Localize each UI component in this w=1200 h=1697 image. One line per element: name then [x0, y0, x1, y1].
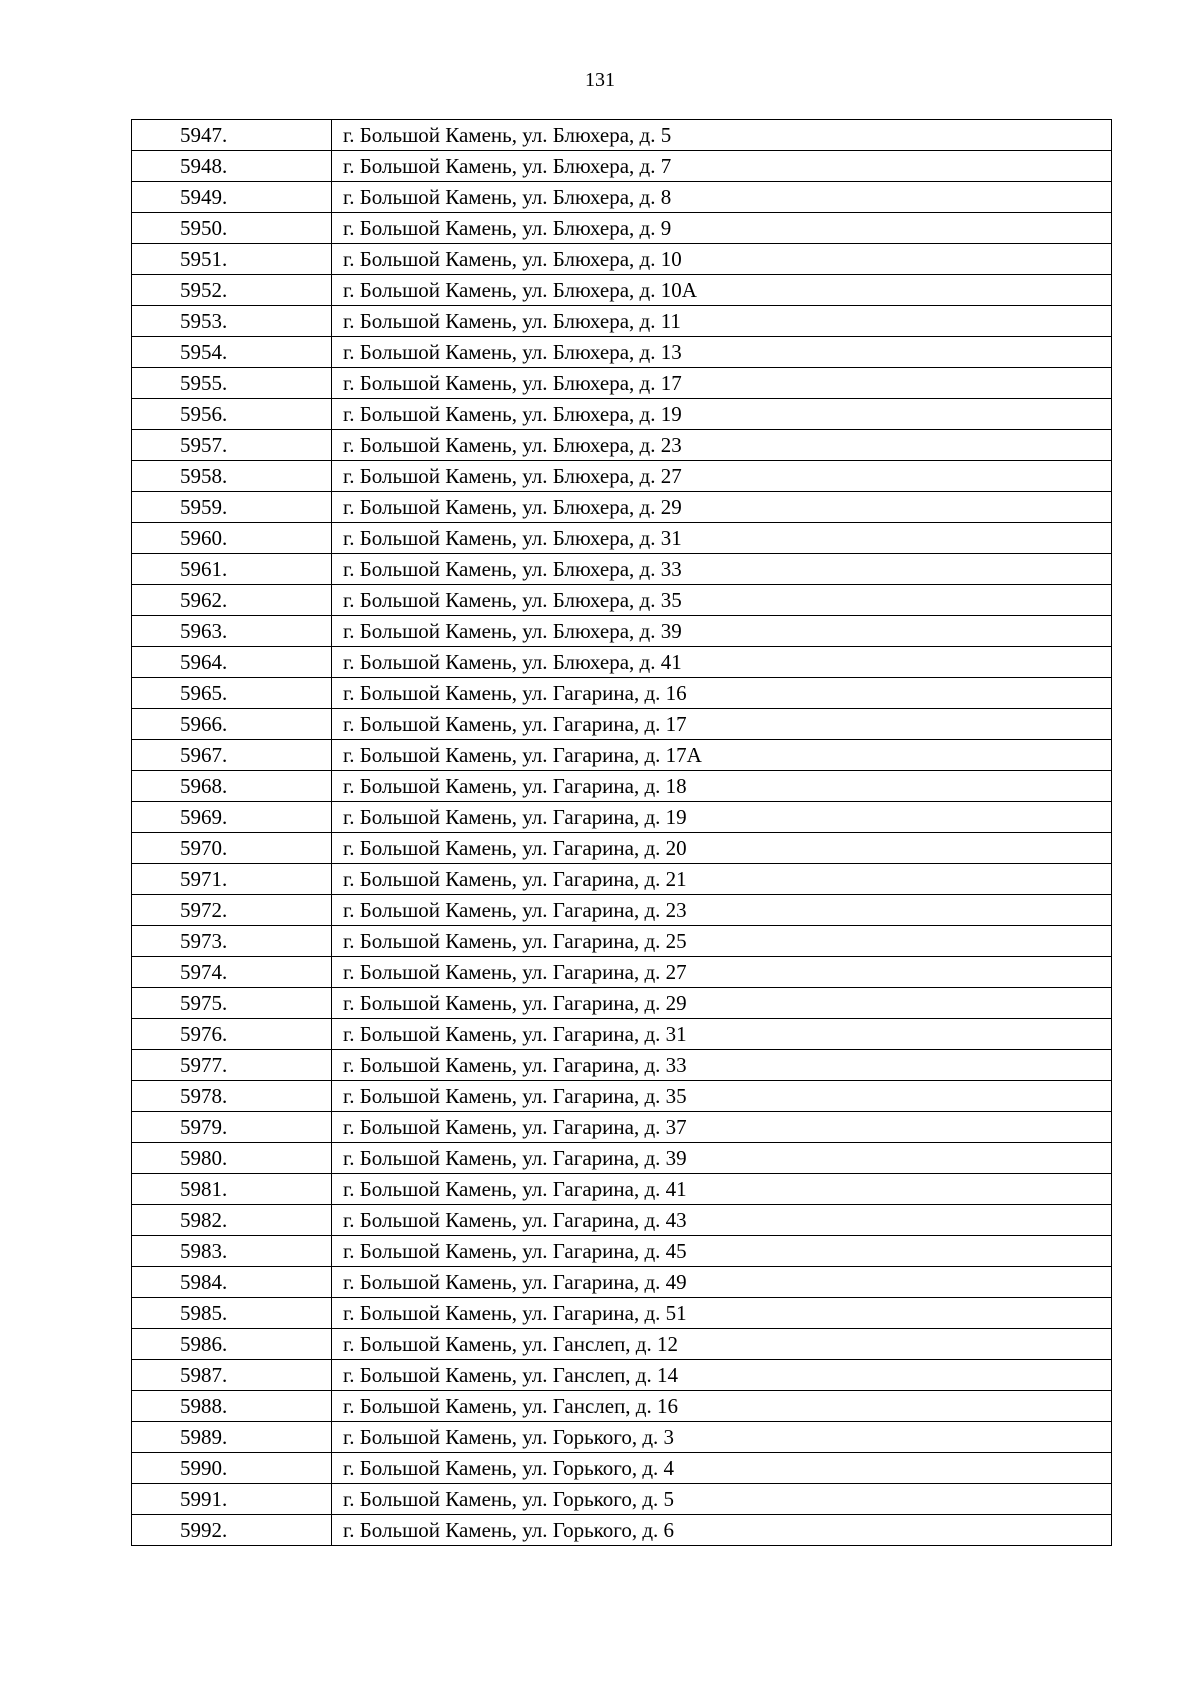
- table-row: [132, 244, 1112, 275]
- row-number: 5972.: [132, 895, 332, 926]
- row-number: 5958.: [132, 461, 332, 492]
- table-row: [132, 895, 1112, 926]
- row-number: 5984.: [132, 1267, 332, 1298]
- row-address: г. Большой Камень, ул. Гагарина, д. 41: [332, 1174, 1112, 1205]
- table-row: [132, 1422, 1112, 1453]
- address-table: [131, 119, 1112, 1546]
- table-row: [132, 523, 1112, 554]
- table-row: [132, 1298, 1112, 1329]
- row-number: 5956.: [132, 399, 332, 430]
- table-row: [132, 771, 1112, 802]
- table-row: [132, 120, 1112, 151]
- table-row: [132, 492, 1112, 523]
- row-address: г. Большой Камень, ул. Гагарина, д. 31: [332, 1019, 1112, 1050]
- row-number: 5957.: [132, 430, 332, 461]
- row-number: 5947.: [132, 120, 332, 151]
- row-address: г. Большой Камень, ул. Ганслеп, д. 14: [332, 1360, 1112, 1391]
- table-row: [132, 461, 1112, 492]
- row-address: г. Большой Камень, ул. Гагарина, д. 39: [332, 1143, 1112, 1174]
- row-number: 5976.: [132, 1019, 332, 1050]
- table-row: [132, 709, 1112, 740]
- row-address: г. Большой Камень, ул. Блюхера, д. 13: [332, 337, 1112, 368]
- row-number: 5955.: [132, 368, 332, 399]
- row-number: 5988.: [132, 1391, 332, 1422]
- row-number: 5973.: [132, 926, 332, 957]
- row-address: г. Большой Камень, ул. Гагарина, д. 18: [332, 771, 1112, 802]
- row-address: г. Большой Камень, ул. Блюхера, д. 11: [332, 306, 1112, 337]
- table-row: [132, 678, 1112, 709]
- row-number: 5963.: [132, 616, 332, 647]
- row-number: 5975.: [132, 988, 332, 1019]
- row-address: г. Большой Камень, ул. Гагарина, д. 51: [332, 1298, 1112, 1329]
- row-address: г. Большой Камень, ул. Гагарина, д. 25: [332, 926, 1112, 957]
- table-row: [132, 926, 1112, 957]
- row-address: г. Большой Камень, ул. Блюхера, д. 10: [332, 244, 1112, 275]
- row-address: г. Большой Камень, ул. Гагарина, д. 21: [332, 864, 1112, 895]
- table-row: [132, 337, 1112, 368]
- row-number: 5985.: [132, 1298, 332, 1329]
- row-address: г. Большой Камень, ул. Гагарина, д. 16: [332, 678, 1112, 709]
- row-number: 5980.: [132, 1143, 332, 1174]
- table-row: [132, 1453, 1112, 1484]
- address-table-body: [132, 120, 1112, 1546]
- row-number: 5971.: [132, 864, 332, 895]
- row-number: 5970.: [132, 833, 332, 864]
- row-number: 5962.: [132, 585, 332, 616]
- row-address: г. Большой Камень, ул. Гагарина, д. 45: [332, 1236, 1112, 1267]
- row-address: г. Большой Камень, ул. Гагарина, д. 29: [332, 988, 1112, 1019]
- row-number: 5967.: [132, 740, 332, 771]
- table-row: [132, 1515, 1112, 1546]
- row-address: г. Большой Камень, ул. Гагарина, д. 49: [332, 1267, 1112, 1298]
- table-row: [132, 585, 1112, 616]
- row-number: 5953.: [132, 306, 332, 337]
- table-row: [132, 213, 1112, 244]
- table-row: [132, 1050, 1112, 1081]
- table-row: [132, 616, 1112, 647]
- row-address: г. Большой Камень, ул. Гагарина, д. 27: [332, 957, 1112, 988]
- table-row: [132, 957, 1112, 988]
- row-address: г. Большой Камень, ул. Гагарина, д. 35: [332, 1081, 1112, 1112]
- row-number: 5974.: [132, 957, 332, 988]
- row-number: 5978.: [132, 1081, 332, 1112]
- row-number: 5981.: [132, 1174, 332, 1205]
- row-address: г. Большой Камень, ул. Гагарина, д. 17А: [332, 740, 1112, 771]
- row-address: г. Большой Камень, ул. Ганслеп, д. 12: [332, 1329, 1112, 1360]
- row-number: 5968.: [132, 771, 332, 802]
- row-address: г. Большой Камень, ул. Гагарина, д. 23: [332, 895, 1112, 926]
- row-address: г. Большой Камень, ул. Блюхера, д. 5: [332, 120, 1112, 151]
- row-number: 5969.: [132, 802, 332, 833]
- page-number: 131: [585, 69, 615, 91]
- table-row: [132, 275, 1112, 306]
- row-number: 5987.: [132, 1360, 332, 1391]
- row-number: 5983.: [132, 1236, 332, 1267]
- row-number: 5961.: [132, 554, 332, 585]
- row-address: г. Большой Камень, ул. Гагарина, д. 20: [332, 833, 1112, 864]
- row-address: г. Большой Камень, ул. Блюхера, д. 27: [332, 461, 1112, 492]
- table-row: [132, 399, 1112, 430]
- row-number: 5949.: [132, 182, 332, 213]
- table-row: [132, 151, 1112, 182]
- table-row: [132, 864, 1112, 895]
- row-address: г. Большой Камень, ул. Горького, д. 4: [332, 1453, 1112, 1484]
- row-number: 5952.: [132, 275, 332, 306]
- table-row: [132, 1081, 1112, 1112]
- row-number: 5948.: [132, 151, 332, 182]
- row-address: г. Большой Камень, ул. Блюхера, д. 8: [332, 182, 1112, 213]
- row-address: г. Большой Камень, ул. Блюхера, д. 9: [332, 213, 1112, 244]
- row-number: 5989.: [132, 1422, 332, 1453]
- table-row: [132, 1484, 1112, 1515]
- row-address: г. Большой Камень, ул. Горького, д. 6: [332, 1515, 1112, 1546]
- row-address: г. Большой Камень, ул. Блюхера, д. 41: [332, 647, 1112, 678]
- table-row: [132, 1205, 1112, 1236]
- row-address: г. Большой Камень, ул. Ганслеп, д. 16: [332, 1391, 1112, 1422]
- table-row: [132, 988, 1112, 1019]
- table-row: [132, 430, 1112, 461]
- row-number: 5950.: [132, 213, 332, 244]
- row-address: г. Большой Камень, ул. Блюхера, д. 17: [332, 368, 1112, 399]
- row-number: 5990.: [132, 1453, 332, 1484]
- table-row: [132, 1360, 1112, 1391]
- table-row: [132, 368, 1112, 399]
- row-address: г. Большой Камень, ул. Гагарина, д. 19: [332, 802, 1112, 833]
- table-row: [132, 1329, 1112, 1360]
- table-row: [132, 1112, 1112, 1143]
- row-number: 5959.: [132, 492, 332, 523]
- table-row: [132, 1391, 1112, 1422]
- row-address: г. Большой Камень, ул. Блюхера, д. 33: [332, 554, 1112, 585]
- table-row: [132, 182, 1112, 213]
- row-address: г. Большой Камень, ул. Гагарина, д. 17: [332, 709, 1112, 740]
- row-number: 5982.: [132, 1205, 332, 1236]
- row-address: г. Большой Камень, ул. Гагарина, д. 37: [332, 1112, 1112, 1143]
- row-number: 5951.: [132, 244, 332, 275]
- table-row: [132, 1143, 1112, 1174]
- row-number: 5960.: [132, 523, 332, 554]
- table-row: [132, 647, 1112, 678]
- table-row: [132, 740, 1112, 771]
- row-number: 5965.: [132, 678, 332, 709]
- row-number: 5991.: [132, 1484, 332, 1515]
- table-row: [132, 802, 1112, 833]
- row-address: г. Большой Камень, ул. Блюхера, д. 35: [332, 585, 1112, 616]
- row-number: 5954.: [132, 337, 332, 368]
- row-number: 5992.: [132, 1515, 332, 1546]
- row-number: 5964.: [132, 647, 332, 678]
- row-address: г. Большой Камень, ул. Блюхера, д. 19: [332, 399, 1112, 430]
- table-row: [132, 554, 1112, 585]
- row-address: г. Большой Камень, ул. Блюхера, д. 10А: [332, 275, 1112, 306]
- row-number: 5986.: [132, 1329, 332, 1360]
- row-address: г. Большой Камень, ул. Горького, д. 3: [332, 1422, 1112, 1453]
- row-address: г. Большой Камень, ул. Блюхера, д. 7: [332, 151, 1112, 182]
- row-address: г. Большой Камень, ул. Блюхера, д. 29: [332, 492, 1112, 523]
- row-address: г. Большой Камень, ул. Блюхера, д. 31: [332, 523, 1112, 554]
- table-row: [132, 306, 1112, 337]
- row-number: 5977.: [132, 1050, 332, 1081]
- row-address: г. Большой Камень, ул. Горького, д. 5: [332, 1484, 1112, 1515]
- row-address: г. Большой Камень, ул. Гагарина, д. 43: [332, 1205, 1112, 1236]
- table-row: [132, 1267, 1112, 1298]
- table-row: [132, 1019, 1112, 1050]
- table-row: [132, 833, 1112, 864]
- row-address: г. Большой Камень, ул. Гагарина, д. 33: [332, 1050, 1112, 1081]
- table-row: [132, 1236, 1112, 1267]
- row-number: 5979.: [132, 1112, 332, 1143]
- table-row: [132, 1174, 1112, 1205]
- row-address: г. Большой Камень, ул. Блюхера, д. 39: [332, 616, 1112, 647]
- row-number: 5966.: [132, 709, 332, 740]
- row-address: г. Большой Камень, ул. Блюхера, д. 23: [332, 430, 1112, 461]
